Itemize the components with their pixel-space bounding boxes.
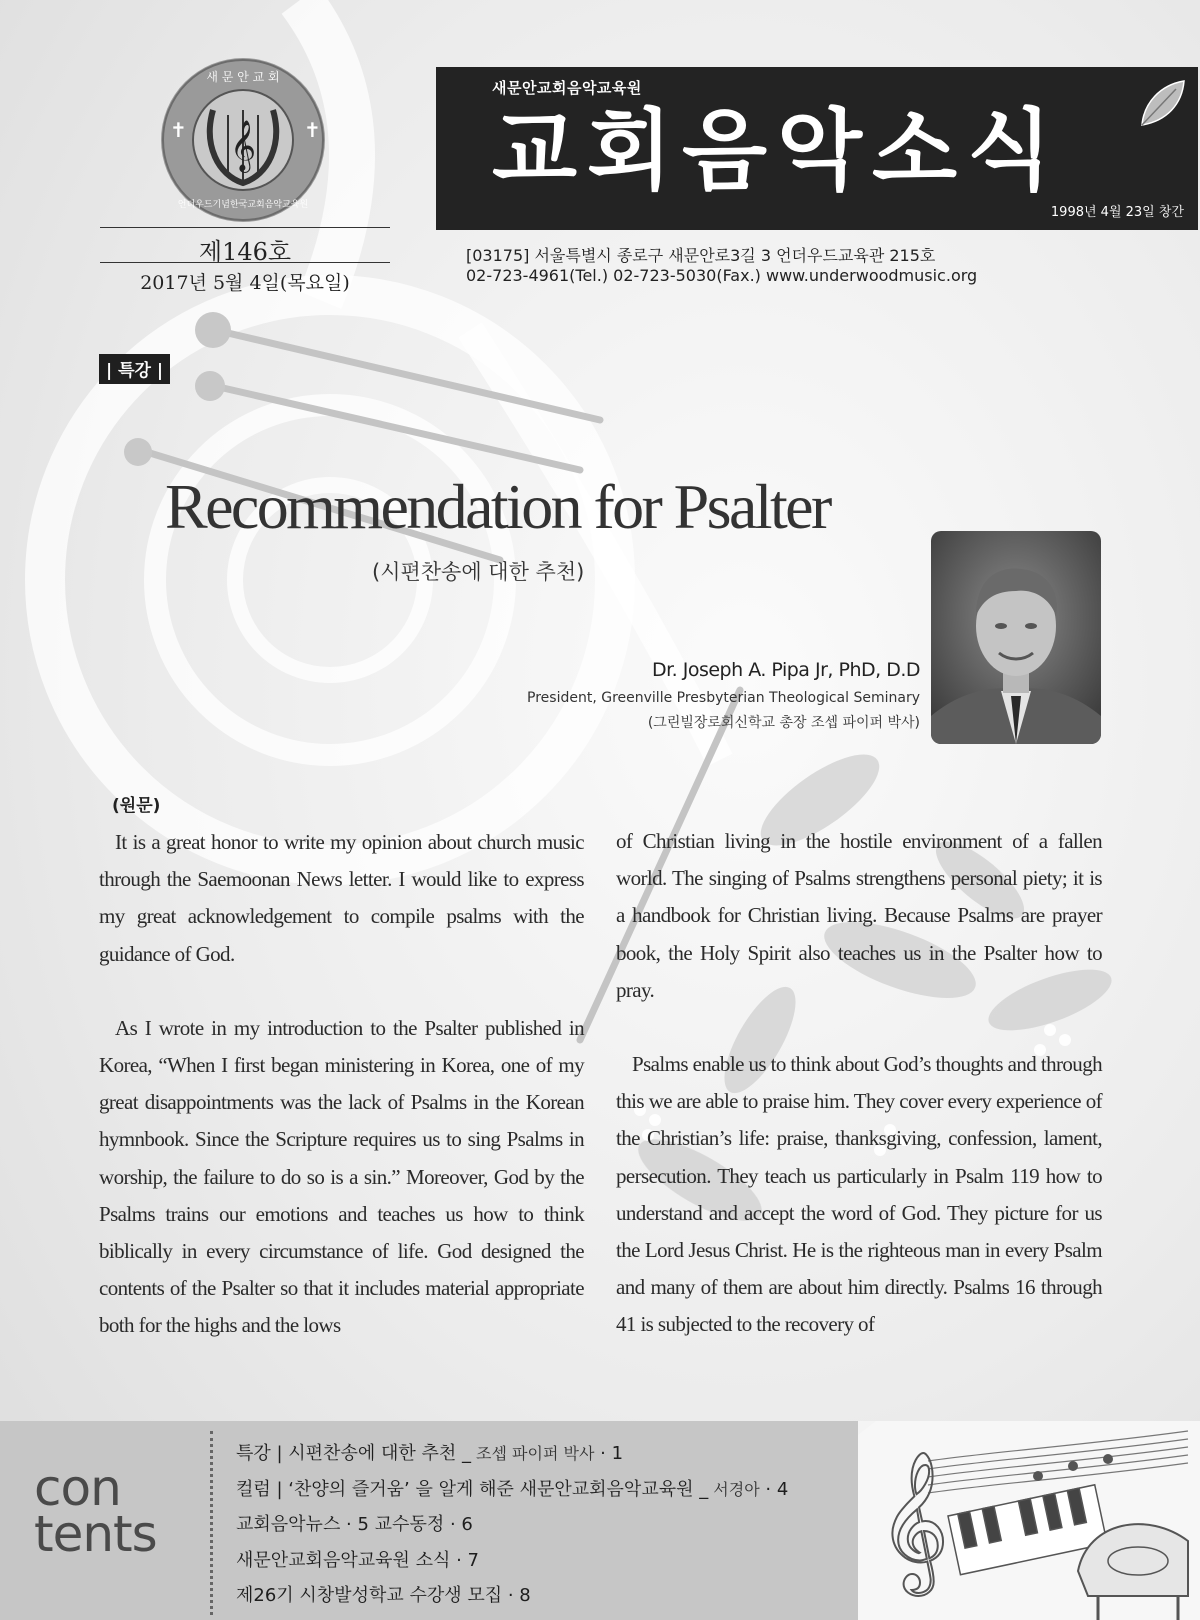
svg-text:✝: ✝ bbox=[170, 118, 187, 142]
article-title: Recommendation for Psalter bbox=[165, 471, 830, 542]
contents-heading-line: tents bbox=[34, 1505, 157, 1563]
contents-item[interactable] bbox=[236, 1507, 788, 1543]
article-column-left bbox=[99, 824, 584, 1345]
original-text-label: (원문) bbox=[112, 796, 161, 816]
contact-line: 02-723-4961(Tel.) 02-723-5030(Fax.) www.underwoodmusic.org bbox=[466, 266, 978, 285]
svg-text:𝄞: 𝄞 bbox=[229, 120, 257, 171]
contents-item-page: · 1 bbox=[594, 1443, 624, 1464]
article-column-right bbox=[616, 823, 1102, 1344]
contents-item-title: 컬럼 | ‘찬양의 즐거움’ 을 알게 해준 새문안교회음악교육원 _ bbox=[236, 1478, 709, 1500]
masthead bbox=[436, 67, 1198, 230]
contents-item[interactable] bbox=[236, 1543, 788, 1579]
contents-heading-line: con bbox=[34, 1459, 121, 1517]
author-portrait bbox=[931, 531, 1101, 744]
seal-arc-top: 새 문 안 교 회 bbox=[206, 70, 280, 84]
contents-item-title: 새문안교회음악교육원 소식 · 7 bbox=[236, 1549, 479, 1571]
contents-item[interactable] bbox=[236, 1472, 788, 1508]
contents-divider bbox=[210, 1431, 213, 1615]
leaf-icon bbox=[1132, 75, 1190, 133]
seal-arc-bottom: 언더우드기념한국교회음악교육원 bbox=[177, 200, 309, 210]
issue-mid-rule bbox=[100, 262, 390, 263]
treble-clef-piano-illustration bbox=[858, 1421, 1200, 1620]
svg-text:✝: ✝ bbox=[304, 118, 321, 142]
section-tag: | 특강 | bbox=[99, 354, 170, 384]
lyre-treble-clef-seal-icon bbox=[158, 55, 328, 225]
contents-item-page: · 4 bbox=[759, 1478, 789, 1500]
article-subtitle: (시편찬송에 대한 추천) bbox=[372, 560, 585, 584]
author-position-korean: (그린빌장로회신학교 총장 조셉 파이퍼 박사) bbox=[647, 715, 920, 731]
contents-item-title: 교회음악뉴스 · 5 교수동정 · 6 bbox=[236, 1514, 473, 1535]
paragraph: of Christian living in the hostile environment of a fallen world. The singing of Psalms strengthens personal piety; it is a handbook for Christian living. Because Psalms are prayer book, the Holy Spirit also teaches us in the Psalter how to pray. bbox=[616, 829, 1102, 1002]
contents-item-author: 서경아 bbox=[708, 1479, 760, 1499]
contents-item[interactable] bbox=[236, 1578, 788, 1614]
contents-item-author: 조셉 파이퍼 박사 bbox=[470, 1444, 595, 1463]
contents-heading bbox=[34, 1459, 157, 1563]
contents-item-title: 제26기 시창발성학교 수강생 모집 · 8 bbox=[236, 1585, 531, 1606]
paragraph: It is a great honor to write my opinion about church music through the Saemoonan News letter. I would like to express my great acknowledgement to compile psalms with the guidance of God. bbox=[99, 830, 584, 966]
address-line: [03175] 서울특별시 종로구 새문안로3길 3 언더우드교육관 215호 bbox=[466, 246, 936, 265]
contents-item-title: 특강 | 시편찬송에 대한 추천 _ bbox=[236, 1443, 471, 1464]
issue-number: 제146호 bbox=[198, 238, 292, 266]
contents-item[interactable] bbox=[236, 1436, 788, 1472]
paragraph: Psalms enable us to think about God’s thoughts and through this we are able to praise him. They cover every experience of the Christian’s life: praise, thanksgiving, confession, lament, persecution. They teach us particularly in Psalm 119 how to understand and accept the word of God. They picture for us the Lord Jesus Christ. He is the righteous man in every Psalm and many of them are about him directly. Psalms 16 through 41 is subjected to the recovery of bbox=[616, 1052, 1102, 1337]
issue-top-rule bbox=[100, 227, 390, 228]
masthead-title: 교회음악소식 bbox=[492, 99, 1063, 202]
svg-text:𝄞: 𝄞 bbox=[878, 1451, 949, 1590]
paragraph: As I wrote in my introduction to the Psalter published in Korea, “When I first began ministering in Korea, one of my great disappointments was the lack of Psalms in the Korean hymnbook. Since the Scripture requires us to sing Psalms in worship, the failure to do so is a sin.” Moreover, God by the Psalms trains our emotions and teaches us how to think biblically in every circumstance of life. God designed the contents of the Psalter so that it includes material appropriate both for the highs and the lows bbox=[99, 1015, 584, 1338]
author-name: Dr. Joseph A. Pipa Jr, PhD, D.D bbox=[651, 659, 920, 681]
author-position: President, Greenville Presbyterian Theological Seminary bbox=[527, 690, 920, 706]
founded-date: 1998년 4월 23일 창간 bbox=[1050, 205, 1184, 220]
masthead-org: 새문안교회음악교육원 bbox=[492, 79, 642, 97]
issue-date: 2017년 5월 4일(목요일) bbox=[140, 272, 350, 294]
contents-list bbox=[236, 1436, 788, 1614]
